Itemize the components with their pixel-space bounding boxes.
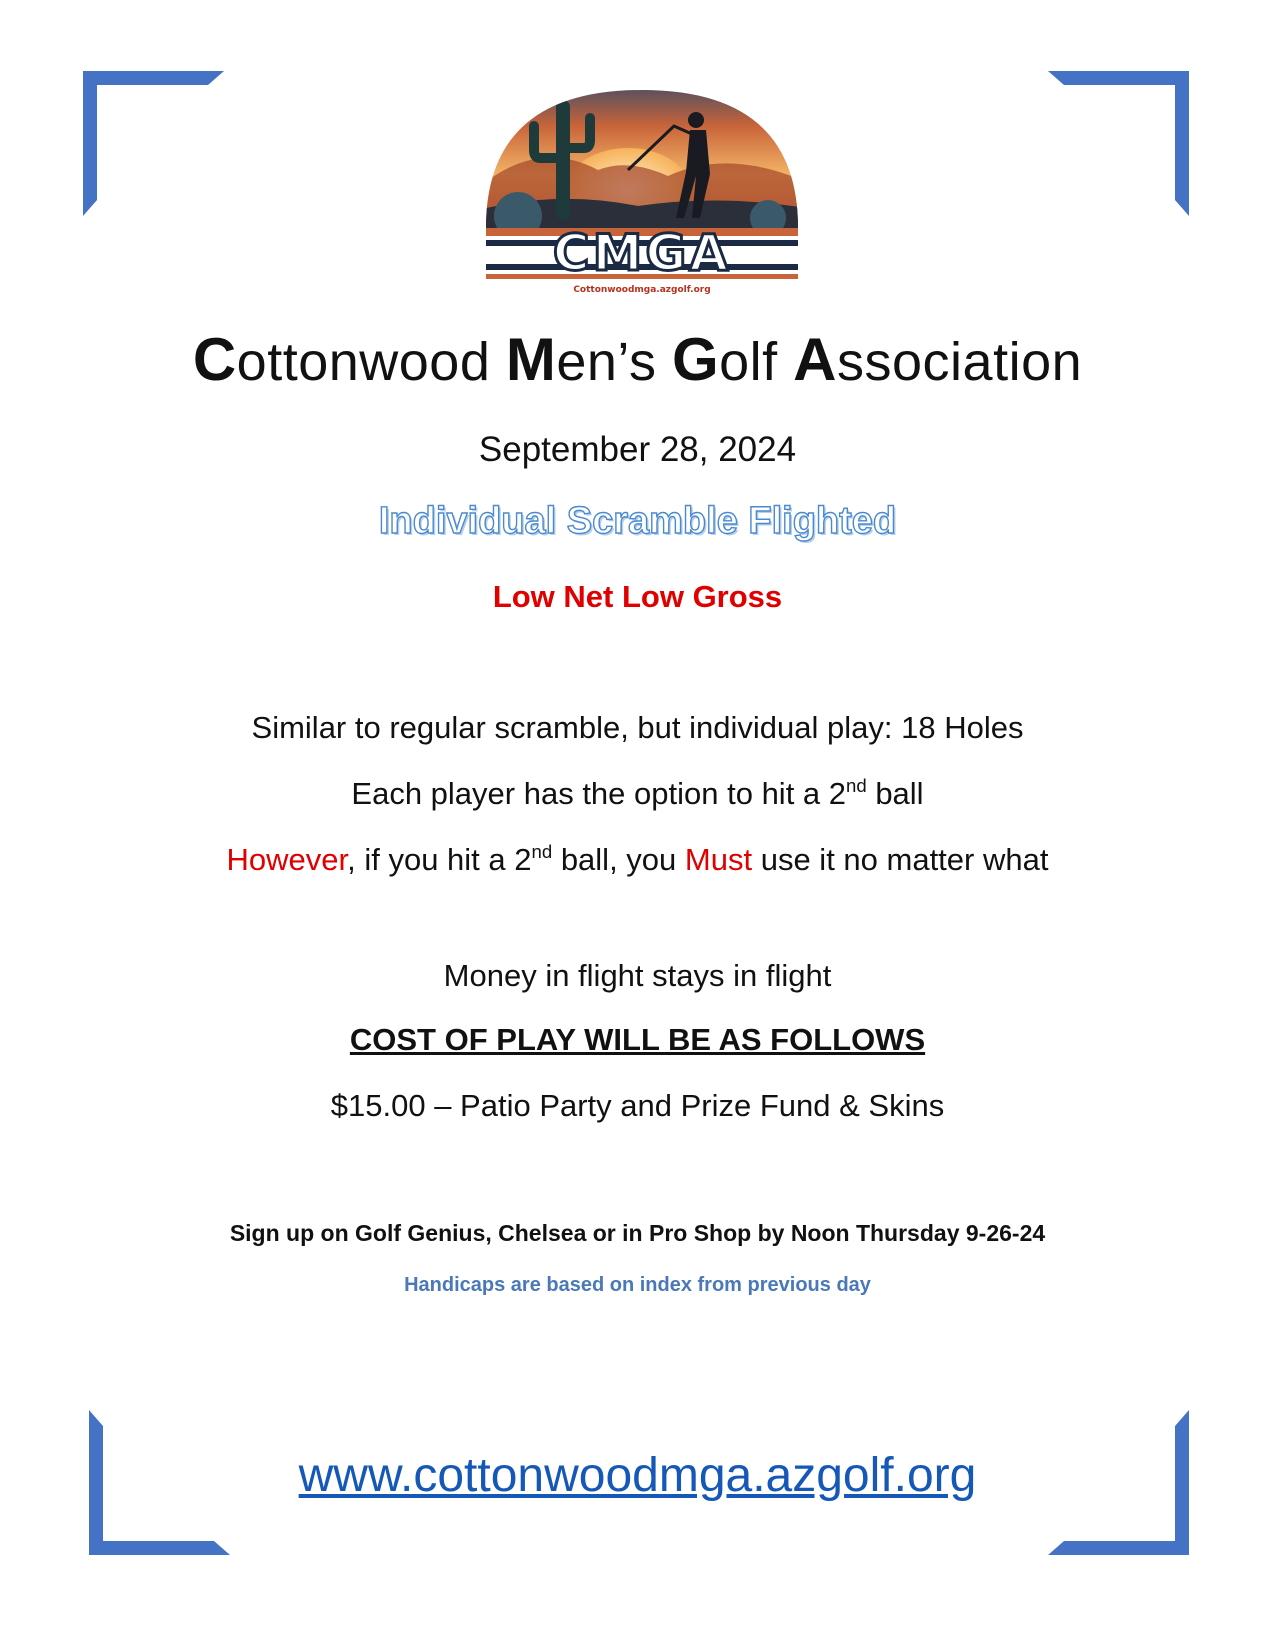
logo-artwork (478, 78, 806, 304)
signup-note: Sign up on Golf Genius, Chelsea or in Pro Shop by Noon Thursday 9-26-24 (229, 1220, 1046, 1246)
corner-bracket-top-right (1036, 68, 1192, 220)
rule-line-2-text: ball (866, 776, 924, 811)
title-word-rest: en’s (556, 332, 672, 392)
title-initial-m: M (505, 326, 557, 393)
cost-line: $15.00 – Patio Party and Prize Fund & Skins (330, 1088, 945, 1123)
logo-subtext: Cottonwoodmga.azgolf.org (573, 285, 711, 295)
title-word-rest: ottonwood (236, 332, 506, 392)
cost-heading: COST OF PLAY WILL BE AS FOLLOWS (349, 1022, 926, 1057)
emphasis-must: Must (684, 842, 753, 877)
rule-line-3-text: ball, you (552, 842, 685, 877)
title-initial-g: G (671, 326, 720, 393)
website-link[interactable]: www.cottonwoodmga.azgolf.org (298, 1449, 977, 1502)
event-format: Low Net Low Gross (492, 579, 783, 614)
rule-line-3-text: use it no matter what (752, 842, 1049, 877)
title-initial-c: C (192, 326, 237, 393)
rule-line-1: Similar to regular scramble, but individual play: 18 Holes (251, 710, 1024, 745)
title-word-rest: ssociation (837, 332, 1083, 392)
ordinal-suffix: nd (846, 774, 867, 796)
rule-line-2 (0, 776, 1275, 812)
rule-line-3-text: , if you hit a 2 (347, 842, 532, 877)
corner-bracket-top-left (80, 68, 230, 220)
title-word-rest: olf (719, 332, 794, 392)
cmga-logo (478, 78, 806, 304)
title-initial-a: A (793, 326, 838, 393)
logo-letters: CMGA (552, 224, 732, 282)
ordinal-suffix: nd (531, 840, 553, 862)
association-title (0, 325, 1275, 394)
rule-line-3 (0, 842, 1275, 878)
handicap-note: Handicaps are based on index from previous day (404, 1274, 871, 1296)
rule-line-2-text: Each player has the option to hit a 2 (351, 776, 847, 811)
money-note: Money in flight stays in flight (443, 958, 832, 993)
event-date: September 28, 2024 (478, 430, 797, 469)
event-name: Individual Scramble Flighted (378, 500, 897, 542)
emphasis-however: However (226, 842, 348, 877)
